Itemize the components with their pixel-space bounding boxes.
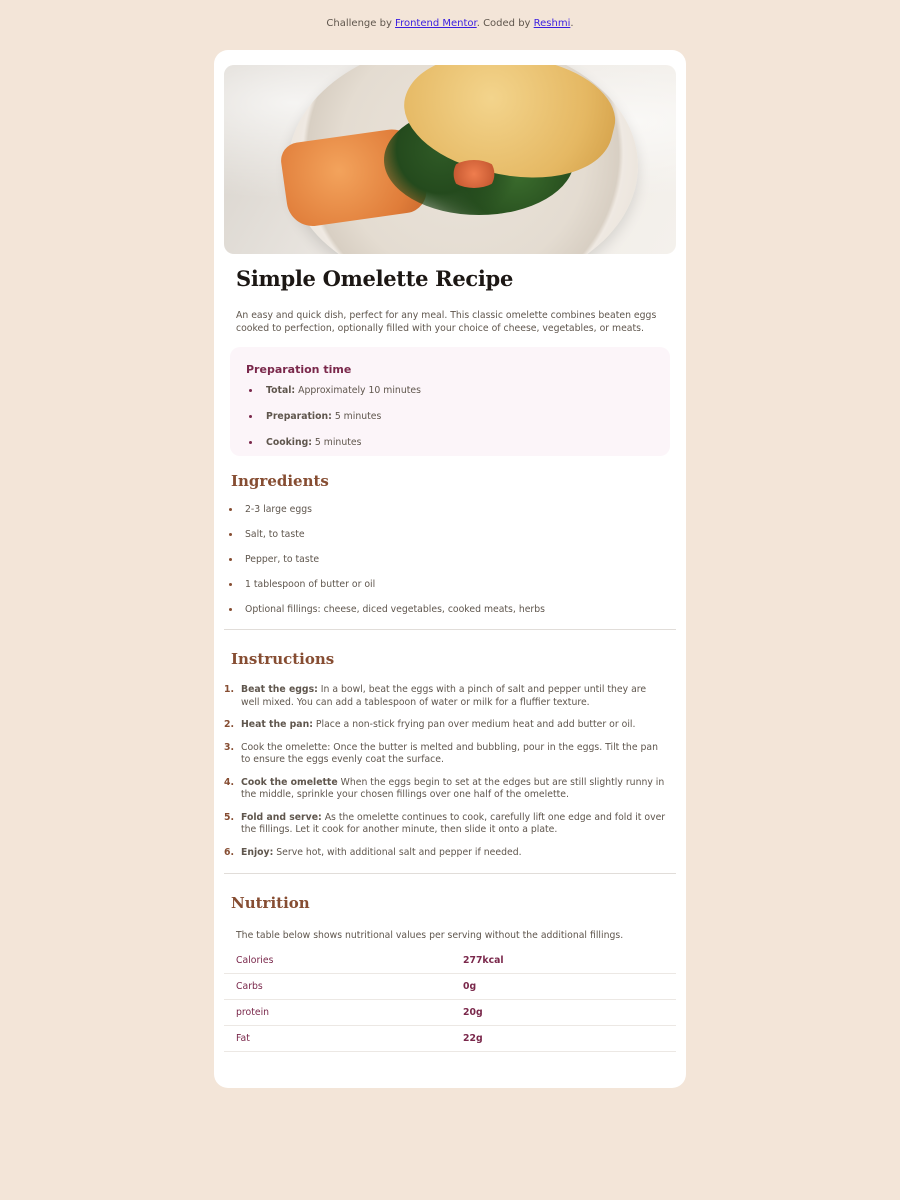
preparation-item-total (248, 385, 654, 396)
nutrition-value: 0g (463, 974, 676, 1000)
ingredient-item: Optional fillings: cheese, diced vegetables, cooked meats, herbs (224, 604, 676, 629)
ingredient-item: Salt, to taste (224, 529, 676, 554)
instructions-list (224, 684, 676, 859)
nutrition-label: Calories (224, 948, 463, 974)
step-text: Cook the omelette: Once the butter is melted and bubbling, pour in the eggs. Tilt the pan to ensure the eggs evenly coat the surface. (241, 741, 658, 765)
step-number: 1. (224, 684, 235, 695)
step-label: Cook the omelette (241, 776, 338, 788)
nutrition-label: Carbs (224, 974, 463, 1000)
ingredient-item: 2-3 large eggs (224, 504, 676, 529)
attribution-prefix: Challenge by (326, 18, 396, 29)
preparation-label: Preparation: (266, 411, 332, 422)
step-number: 5. (224, 811, 235, 823)
step-number: 3. (224, 741, 235, 753)
ingredients-title: Ingredients (231, 472, 329, 490)
nutrition-table (224, 948, 676, 1052)
instruction-step (224, 742, 676, 767)
step-text: As the omelette continues to cook, carefully lift one edge and fold it over the fillings. Let it cook for another minute, then slide it onto a plate. (241, 811, 666, 835)
step-text: When the eggs begin to set at the edges but are still slightly runny in the middle, sprinkle your chosen fillings over one half of the omelette. (241, 776, 665, 800)
instruction-step (224, 684, 676, 709)
preparation-value: Approximately 10 minutes (295, 385, 421, 396)
salmon-shape (449, 160, 499, 188)
recipe-title: Simple Omelette Recipe (236, 266, 514, 291)
nutrition-value: 20g (463, 1000, 676, 1026)
recipe-intro: An easy and quick dish, perfect for any meal. This classic omelette combines beaten eggs cooked to perfection, optionally filled with your choice of cheese, vegetables, or meats. (236, 310, 657, 334)
nutrition-title: Nutrition (231, 894, 310, 912)
preparation-item-preparation (248, 411, 654, 422)
nutrition-value: 22g (463, 1026, 676, 1052)
step-label: Enjoy: (241, 846, 274, 858)
step-number: 6. (224, 846, 235, 858)
nutrition-value: 277kcal (463, 948, 676, 974)
author-link[interactable]: Reshmi (533, 18, 571, 29)
step-text: Place a non-stick frying pan over medium heat and add butter or oil. (312, 719, 636, 730)
preparation-value: 5 minutes (311, 437, 362, 448)
preparation-box (230, 347, 670, 456)
recipe-card (214, 50, 686, 1088)
step-number: 2. (224, 719, 235, 730)
preparation-list (246, 385, 654, 448)
ingredient-item: Pepper, to taste (224, 554, 676, 579)
table-row (224, 974, 676, 1000)
instructions-title: Instructions (231, 650, 335, 668)
preparation-value: 5 minutes (331, 411, 382, 422)
step-text: In a bowl, beat the eggs with a pinch of salt and pepper until they are well mixed. You can add a tablespoon of water or milk for a fluffier texture. (241, 684, 647, 708)
instruction-step (224, 719, 676, 732)
step-label: Heat the pan: (241, 719, 313, 730)
instruction-step (224, 847, 676, 860)
ingredients-list (224, 504, 676, 629)
step-number: 4. (224, 776, 235, 788)
attribution (0, 18, 900, 29)
preparation-label: Total: (266, 385, 296, 396)
instruction-step (224, 777, 676, 802)
preparation-item-cooking (248, 437, 654, 448)
table-row (224, 1000, 676, 1026)
recipe-hero-image (224, 65, 676, 254)
table-row (224, 1026, 676, 1052)
instruction-step (224, 812, 676, 837)
attribution-middle: . Coded by (476, 18, 534, 29)
section-divider (224, 629, 676, 630)
step-label: Beat the eggs: (241, 684, 318, 695)
frontend-mentor-link[interactable]: Frontend Mentor (395, 18, 477, 29)
table-row (224, 948, 676, 974)
nutrition-intro: The table below shows nutritional values per serving without the additional fillings. (236, 930, 624, 941)
step-text: Serve hot, with additional salt and pepper if needed. (273, 846, 522, 858)
nutrition-label: Fat (224, 1026, 463, 1052)
preparation-label: Cooking: (266, 437, 312, 448)
ingredient-item: 1 tablespoon of butter or oil (224, 579, 676, 604)
section-divider (224, 873, 676, 874)
preparation-title: Preparation time (246, 363, 352, 376)
step-label: Fold and serve: (241, 811, 322, 823)
nutrition-label: protein (224, 1000, 463, 1026)
attribution-suffix: . (570, 18, 574, 29)
